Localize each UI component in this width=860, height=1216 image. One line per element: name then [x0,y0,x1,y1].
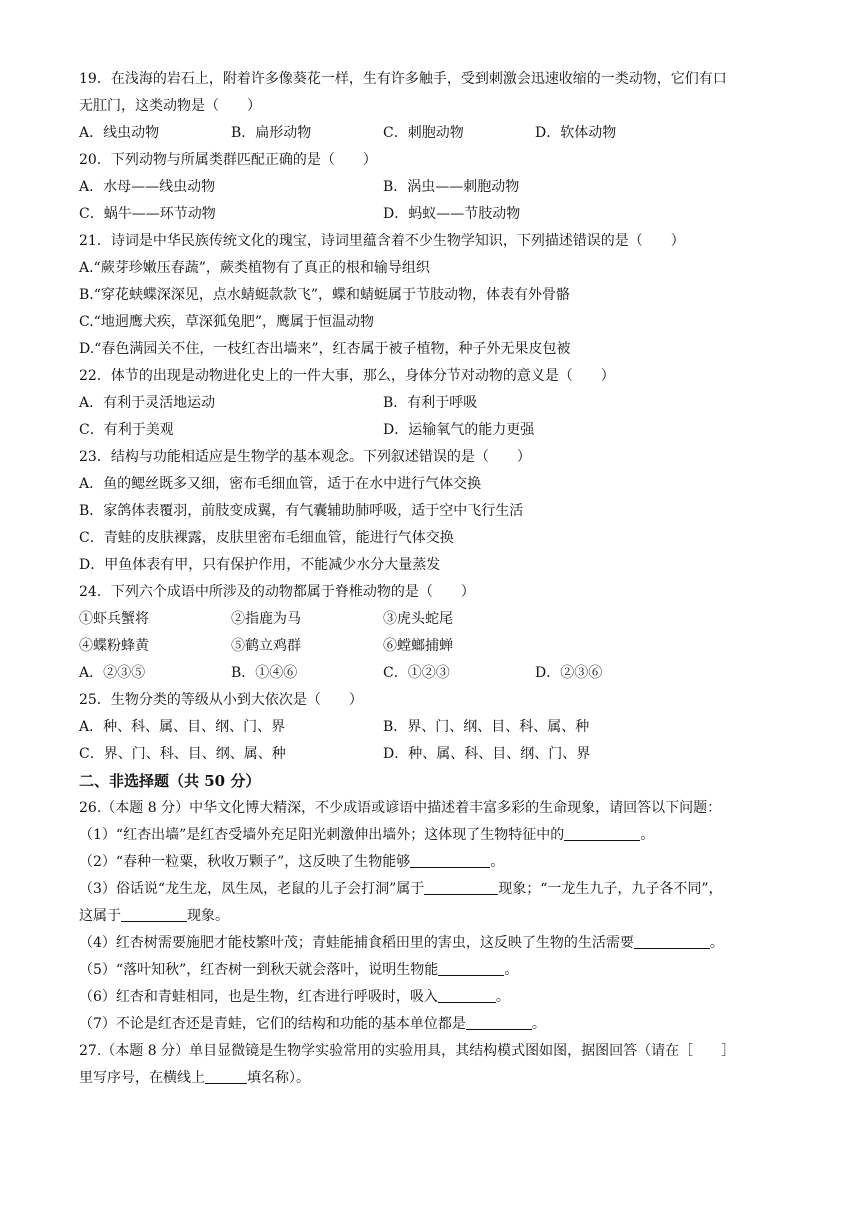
part-text: 现象；“一龙生九子，九子各不同”， [498,881,723,897]
question-20-options-row1 [79,174,783,201]
part-text: （7）不论是红杏还是青蛙，它们的结构和功能的基本单位都是 [79,1016,466,1032]
answer-blank[interactable] [424,878,498,895]
question-26-part-2 [79,849,783,876]
question-24-idioms-row1 [79,606,783,633]
part-text: （5）“落叶知秋”，红杏树一到秋天就会落叶，说明生物能 [79,962,439,978]
question-26-stem: 26.（本题 8 分）中华文化博大精深，不少成语或谚语中描述着丰富多彩的生命现象，请回答以下问题： [79,800,722,816]
question-26-part-4 [79,930,783,957]
punctuation: 。 [640,827,655,843]
question-25-options-row1 [79,714,783,741]
option-c[interactable]: C．有利于美观 [79,422,174,438]
question-21-stem: 21．诗词是中华民族传统文化的瑰宝，诗词里蕴含着不少生物学知识，下列描述错误的是（ ） [79,233,685,249]
option-d[interactable]: D.“春色满园关不住，一枝红杏出墙来”，红杏属于被子植物，种子外无果皮包被 [79,341,571,357]
option-a[interactable]: A．水母——线虫动物 [79,179,216,195]
part-text: （1）“红杏出墙”是红杏受墙外充足阳光刺激伸出墙外；这体现了生物特征中的 [79,827,565,843]
option-c[interactable]: C．①②③ [383,665,450,681]
punctuation: 。 [709,935,724,951]
question-25-options-row2 [79,741,783,768]
answer-blank[interactable] [121,905,187,922]
question-24-options [79,660,783,687]
question-22-options-row1 [79,390,783,417]
option-b[interactable]: B．①④⑥ [231,665,298,681]
question-25-stem: 25．生物分类的等级从小到大依次是（ ） [79,692,363,708]
punctuation: 。 [495,989,510,1005]
option-d[interactable]: D．种、属、科、目、纲、门、界 [383,746,591,762]
part-text: （6）红杏和青蛙相同，也是生物，红杏进行呼吸时，吸入 [79,989,438,1005]
option-c[interactable]: C．青蛙的皮肤裸露，皮肤里密布毛细血管，能进行气体交换 [79,530,454,546]
answer-blank[interactable] [438,959,504,976]
option-b[interactable]: B．家鸽体表覆羽，前肢变成翼，有气囊辅助肺呼吸，适于空中飞行生活 [79,503,524,519]
idiom-5: ⑤鹤立鸡群 [231,638,301,654]
option-a[interactable]: A．种、科、属、目、纲、门、界 [79,719,286,735]
answer-blank[interactable] [438,986,496,1003]
question-27-stem-line1: 27.（本题 8 分）单目显微镜是生物学实验常用的实验用具，其结构模式图如图，据图回答（请在［ ］ [79,1043,736,1059]
question-20-stem: 20．下列动物与所属类群匹配正确的是（ ） [79,152,377,168]
question-26-part-1 [79,822,783,849]
question-22-stem: 22．体节的出现是动物进化史上的一件大事，那么，身体分节对动物的意义是（ ） [79,368,615,384]
part-text: （2）“春种一粒粟，秋收万颗子”，这反映了生物能够 [79,854,411,870]
option-a[interactable]: A．线虫动物 [79,125,160,141]
option-d[interactable]: D．甲鱼体表有甲，只有保护作用，不能减少水分大量蒸发 [79,557,441,573]
question-19-stem-line1: 19．在浅海的岩石上，附着许多像葵花一样，生有许多触手，受到刺激会迅速收缩的一类动物，它们有口 [79,71,727,87]
punctuation: 。 [531,1016,546,1032]
option-d[interactable]: D．②③⑥ [535,665,603,681]
idiom-1: ①虾兵蟹将 [79,611,149,627]
option-b[interactable]: B.“穿花蛱蝶深深见，点水蜻蜓款款飞”，蝶和蜻蜓属于节肢动物，体表有外骨骼 [79,287,571,303]
option-b[interactable]: B．有利于呼吸 [383,395,478,411]
question-27-stem-line2 [79,1065,783,1092]
part-text: 填名称）。 [247,1070,310,1086]
option-c[interactable]: C.“地迥鹰犬疾，草深狐兔肥”，鹰属于恒温动物 [79,314,374,330]
question-22-options-row2 [79,417,783,444]
question-26-part-5 [79,957,783,984]
option-a[interactable]: A．②③⑤ [79,665,146,681]
answer-blank[interactable] [564,824,640,841]
idiom-3: ③虎头蛇尾 [383,611,453,627]
option-b[interactable]: B．扁形动物 [231,125,312,141]
option-b[interactable]: B．界、门、纲、目、科、属、种 [383,719,590,735]
question-26-part-3-cont [79,903,783,930]
answer-blank[interactable] [410,851,490,868]
part-text: （3）俗话说“龙生龙，凤生凤，老鼠的儿子会打洞”属于 [79,881,425,897]
part-text: （4）红杏树需要施肥才能枝繁叶茂；青蛙能捕食稻田里的害虫，这反映了生物的生活需要 [79,935,634,951]
option-d[interactable]: D．蚂蚁——节肢动物 [383,206,521,222]
punctuation: 。 [504,962,519,978]
option-a[interactable]: A．有利于灵活地运动 [79,395,216,411]
part-text: 这属于 [79,908,121,924]
question-26-part-3 [79,876,783,903]
question-19-stem-line2: 无肛门，这类动物是（ ） [79,98,261,114]
option-c[interactable]: C．蜗牛——环节动物 [79,206,216,222]
option-c[interactable]: C．界、门、科、目、纲、属、种 [79,746,286,762]
question-19-options [79,120,783,147]
question-20-options-row2 [79,201,783,228]
option-a[interactable]: A．鱼的鳃丝既多又细，密布毛细血管，适于在水中进行气体交换 [79,476,482,492]
answer-blank [205,1067,247,1084]
idiom-2: ②指鹿为马 [231,611,301,627]
punctuation: 。 [490,854,505,870]
part-text: 现象。 [187,908,229,924]
question-24-idioms-row2 [79,633,783,660]
question-26-part-6 [79,984,783,1011]
option-b[interactable]: B．涡虫——刺胞动物 [383,179,520,195]
section-2-heading: 二、非选择题（共 50 分） [79,772,261,790]
question-26-part-7 [79,1011,783,1038]
question-24-stem: 24．下列六个成语中所涉及的动物都属于脊椎动物的是（ ） [79,584,475,600]
exam-content [79,66,783,1092]
question-23-stem: 23．结构与功能相适应是生物学的基本观念。下列叙述错误的是（ ） [79,449,531,465]
option-d[interactable]: D．运输氧气的能力更强 [383,422,535,438]
idiom-6: ⑥螳螂捕蝉 [383,638,453,654]
part-text: 里写序号，在横线上 [79,1070,205,1086]
idiom-4: ④蝶粉蜂黄 [79,638,149,654]
option-a[interactable]: A.“蕨芽珍嫩压春蔬”，蕨类植物有了真正的根和输导组织 [79,260,430,276]
answer-blank[interactable] [466,1013,532,1030]
answer-blank[interactable] [634,932,710,949]
option-c[interactable]: C．刺胞动物 [383,125,464,141]
option-d[interactable]: D．软体动物 [535,125,617,141]
